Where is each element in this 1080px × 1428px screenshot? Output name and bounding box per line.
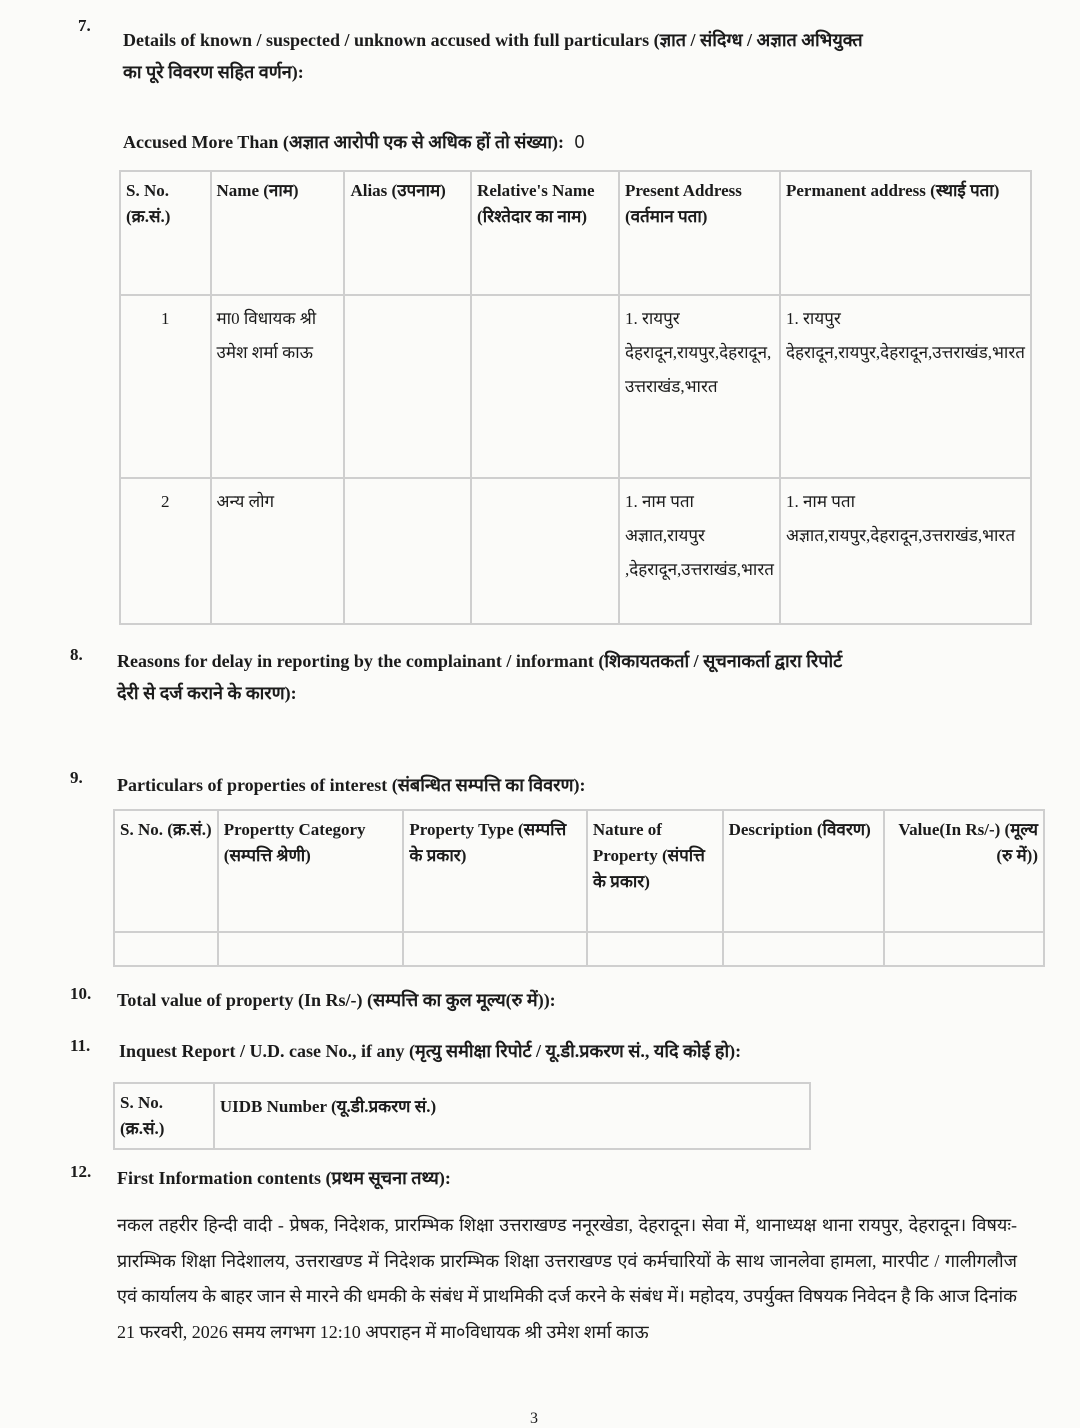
section-7-heading <box>123 24 1043 88</box>
section-7-heading-line1: Details of known / suspected / unknown accused with full particulars (ज्ञात / संदिग्ध / अज्ञात अभियुक्त <box>123 30 863 50</box>
accused-more-than-value: 0 <box>574 132 585 152</box>
row-present-address: 1. नाम पता अज्ञात,रायपुर ,देहरादून,उत्तराखंड,भारत <box>619 478 780 624</box>
section-8-heading-line2: देरी से दर्ज कराने के कारण): <box>117 683 297 703</box>
col-name: Name (नाम) <box>211 171 345 295</box>
row-name: अन्य लोग <box>211 478 345 624</box>
table-row <box>120 295 1031 478</box>
row-relative <box>471 295 619 478</box>
inquest-table-header <box>114 1083 810 1149</box>
empty-cell <box>723 932 885 966</box>
section-9-number: 9. <box>70 768 83 787</box>
col-relative-name: Relative's Name (रिश्तेदार का नाम) <box>471 171 619 295</box>
row-alias <box>344 295 471 478</box>
section-7-number: 7. <box>78 16 91 35</box>
col-nature-of-property: Nature of Property (संपत्ति के प्रकार) <box>587 810 723 932</box>
section-8-heading <box>117 645 1037 709</box>
col-sno: S. No. (क्र.सं.) <box>114 1083 214 1149</box>
accused-table-header <box>120 171 1031 295</box>
empty-cell <box>403 932 587 966</box>
section-12-number: 12. <box>70 1162 92 1181</box>
empty-cell <box>114 932 218 966</box>
col-present-address: Present Address (वर्तमान पता) <box>619 171 780 295</box>
inquest-table <box>113 1082 811 1150</box>
section-10-number: 10. <box>70 984 92 1003</box>
section-11-number: 11. <box>70 1036 91 1055</box>
section-9-heading: Particulars of properties of interest (संबन्धित सम्पत्ति का विवरण): <box>117 775 586 795</box>
row-permanent-address: 1. नाम पता अज्ञात,रायपुर,देहरादून,उत्तराखंड,भारत <box>780 478 1031 624</box>
col-property-category: Propertty Category (सम्पत्ति श्रेणी) <box>218 810 404 932</box>
col-uidb-number: UIDB Number (यू.डी.प्रकरण सं.) <box>214 1083 810 1149</box>
section-12-heading: First Information contents (प्रथम सूचना तथ्य): <box>117 1168 451 1188</box>
empty-cell <box>884 932 1044 966</box>
first-information-text: नकल तहरीर हिन्दी वादी - प्रेषक, निदेशक, प्रारम्भिक शिक्षा उत्तराखण्ड ननूरखेडा, देहरादून। सेवा में, थानाध्यक्ष थाना रायपुर, देहरादून। विषयः- प्रारम्भिक शिक्षा निदेशालय, उत्तराखण्ड में निदेशक प्रारम्भिक शिक्षा उत्तराखण्ड एवं कर्मचारियों के साथ जानलेवा हामला, मारपीट / गालीगलौज एवं कार्यालय के बाहर जान से मारने की धमकी के संबंध में प्राथमिकी दर्ज करने के संबंध में। महोदय, उपर्युक्त विषयक निवेदन है कि आज दिनांक 21 फरवरी, 2026 समय लगभग 12:10 अपराहन में मा०विधायक श्री उमेश शर्मा काऊ <box>117 1215 1017 1342</box>
col-alias: Alias (उपनाम) <box>344 171 471 295</box>
section-8-number: 8. <box>70 645 83 664</box>
property-table-header <box>114 810 1044 932</box>
accused-table <box>119 170 1032 625</box>
col-sno: S. No. (क्र.सं.) <box>120 171 211 295</box>
table-row <box>114 932 1044 966</box>
section-11-heading: Inquest Report / U.D. case No., if any (मृत्यु समीक्षा रिपोर्ट / यू.डी.प्रकरण सं., यदि कोई हो): <box>119 1041 742 1061</box>
col-description: Description (विवरण) <box>723 810 885 932</box>
col-value: Value(In Rs/-) (मूल्य (रु में)) <box>884 810 1044 932</box>
col-sno: S. No. (क्र.सं.) <box>114 810 218 932</box>
row-permanent-address: 1. रायपुर देहरादून,रायपुर,देहरादून,उत्तराखंड,भारत <box>780 295 1031 478</box>
page-number: 3 <box>530 1410 538 1427</box>
row-present-address: 1. रायपुर देहरादून,रायपुर,देहरादून, उत्तराखंड,भारत <box>619 295 780 478</box>
col-permanent-address: Permanent address (स्थाई पता) <box>780 171 1031 295</box>
row-relative <box>471 478 619 624</box>
empty-cell <box>218 932 404 966</box>
section-8-heading-line1: Reasons for delay in reporting by the complainant / informant (शिकायतकर्ता / सूचनाकर्ता द्वारा रिपोर्ट <box>117 651 843 671</box>
empty-cell <box>587 932 723 966</box>
section-10-heading: Total value of property (In Rs/-) (सम्पत्ति का कुल मूल्य(रु में)): <box>117 990 556 1010</box>
row-sno: 1 <box>120 295 211 478</box>
section-7-heading-line2: का पूरे विवरण सहित वर्णन): <box>123 62 304 82</box>
col-property-type: Property Type (सम्पत्ति के प्रकार) <box>403 810 587 932</box>
table-row <box>120 478 1031 624</box>
accused-more-than <box>123 126 585 158</box>
accused-more-than-label: Accused More Than (अज्ञात आरोपी एक से अधिक हों तो संख्या): <box>123 132 565 152</box>
row-alias <box>344 478 471 624</box>
row-name: मा0 विधायक श्री उमेश शर्मा काऊ <box>211 295 345 478</box>
property-table <box>113 809 1045 967</box>
row-sno: 2 <box>120 478 211 624</box>
